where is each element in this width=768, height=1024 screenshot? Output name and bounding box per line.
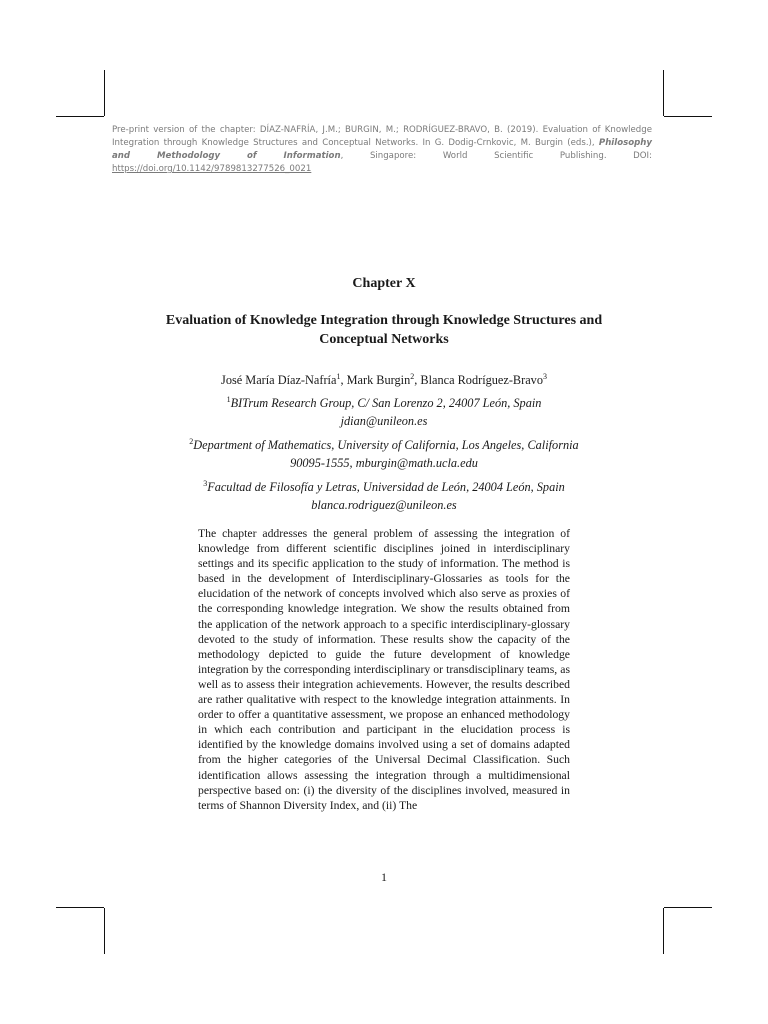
author-name: , Blanca Rodríguez-Bravo bbox=[414, 373, 543, 387]
affiliation-email: jdian@unileon.es bbox=[340, 413, 428, 428]
affiliation-2 bbox=[150, 437, 618, 472]
doi-link[interactable]: https://doi.org/10.1142/9789813277526_0021 bbox=[112, 164, 312, 174]
crop-mark-top-left-v bbox=[104, 70, 105, 116]
crop-mark-top-right-h bbox=[664, 116, 712, 117]
affiliation-marker: 2 bbox=[410, 371, 415, 381]
preprint-notice bbox=[112, 124, 652, 176]
crop-mark-top-right-v bbox=[663, 70, 664, 116]
affiliation-address: Department of Mathematics, University of California, Los Angeles, California bbox=[193, 438, 579, 452]
preprint-citation: Pre-print version of the chapter: DÍAZ-NAFRÍA, J.M.; BURGIN, M.; RODRÍGUEZ-BRAVO, B. (2019). Evaluation of Knowledge Integration through Knowledge Structures and Conceptual Networks. In G. Dodig-Crnkovic, M. Burgin (eds.), bbox=[112, 125, 652, 148]
crop-mark-bottom-left-h bbox=[56, 907, 104, 908]
crop-mark-bottom-right-v bbox=[663, 908, 664, 954]
affiliation-marker: 1 bbox=[336, 371, 341, 381]
author-name: , Mark Burgin bbox=[340, 373, 411, 387]
abstract: The chapter addresses the general problem of assessing the integration of knowledge from different scientific disciplines joined in interdisciplinary settings and its specific application to the study of information. The method is based in the development of Interdisciplinary-Glossaries as tools for the elucidation of the network of concepts involved which also serve as proxies of the corresponding knowledge integration. We show the results obtained from the application of the network approach to a specific interdisciplinary-glossary devoted to the study of information. These results show the capacity of the methodology depicted to guide the future development of knowledge integration by the corresponding interdisciplinary or transdisciplinary teams, as well as to assess their integration achievements. However, the results described are rather qualitative with respect to the knowledge integration attainments. In order to offer a quantitative assessment, we propose an enhanced methodology in which each contribution and participant in the elucidation process is identified by the knowledge domains involved using a set of domains adapted from the higher categories of the Universal Decimal Classification. Such identification allows assessing the integration through a multidimensional perspective based on: (i) the diversity of the disciplines involved, measured in terms of Shannon Diversity Index, and (ii) The bbox=[198, 527, 570, 812]
crop-mark-bottom-right-h bbox=[664, 907, 712, 908]
affiliation-marker: 3 bbox=[542, 371, 547, 381]
affiliation-address: BITrum Research Group, C/ San Lorenzo 2, 24007 León, Spain bbox=[230, 396, 542, 410]
affiliation-email: blanca.rodriguez@unileon.es bbox=[311, 497, 457, 512]
chapter-label: Chapter X bbox=[352, 276, 416, 291]
affiliation-3 bbox=[150, 479, 618, 514]
chapter-title: Evaluation of Knowledge Integration through Knowledge Structures and Conceptual Networks bbox=[165, 313, 603, 347]
affiliation-marker: 2 bbox=[189, 436, 194, 446]
book-title: Philosophy and Methodology of Information bbox=[112, 138, 652, 161]
page-number: 1 bbox=[381, 870, 387, 884]
affiliation-1 bbox=[150, 395, 618, 430]
crop-mark-top-left-h bbox=[56, 116, 104, 117]
affiliation-marker: 3 bbox=[203, 478, 208, 488]
affiliation-email: 90095-1555, mburgin@math.ucla.edu bbox=[290, 455, 478, 470]
author-name: José María Díaz-Nafría bbox=[221, 373, 337, 387]
crop-mark-bottom-left-v bbox=[104, 908, 105, 954]
affiliation-marker: 1 bbox=[226, 394, 231, 404]
preprint-publisher: , Singapore: World Scientific Publishing. DOI: bbox=[340, 151, 652, 161]
affiliation-address: Facultad de Filosofía y Letras, Universidad de León, 24004 León, Spain bbox=[207, 480, 565, 494]
author-list bbox=[0, 373, 768, 388]
